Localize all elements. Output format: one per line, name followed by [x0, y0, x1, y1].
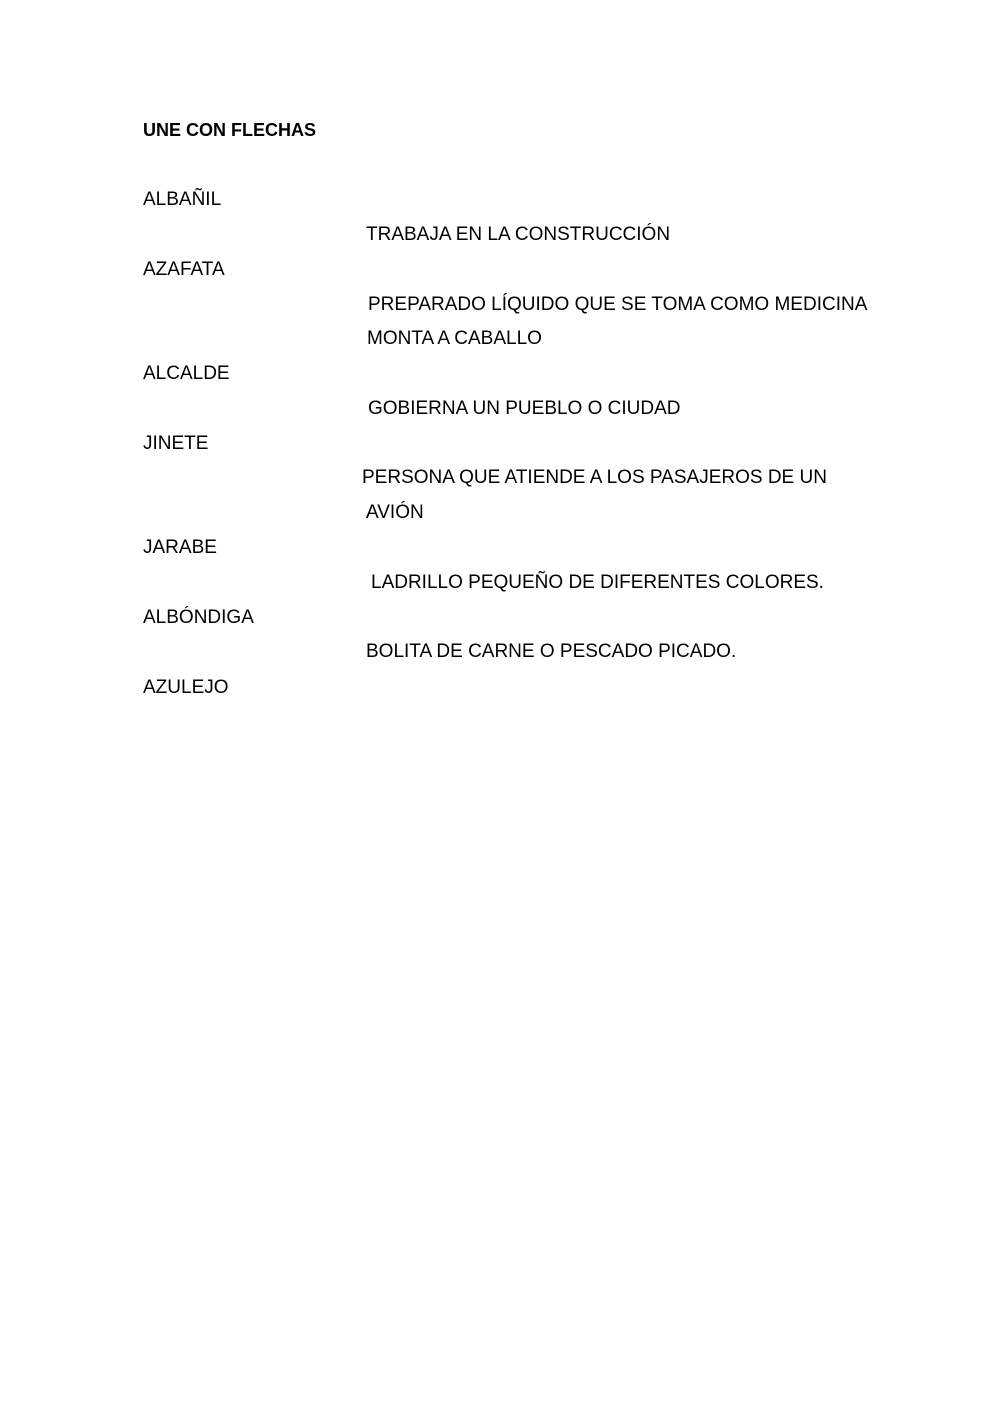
word-item: ALCALDE [143, 363, 230, 384]
definition-item: GOBIERNA UN PUEBLO O CIUDAD [368, 398, 681, 419]
word-item: JINETE [143, 433, 209, 454]
definition-item: BOLITA DE CARNE O PESCADO PICADO. [366, 641, 737, 662]
definition-item: AVIÓN [366, 502, 424, 523]
word-item: AZULEJO [143, 677, 229, 698]
page-title: UNE CON FLECHAS [143, 120, 317, 140]
definition-item: PERSONA QUE ATIENDE A LOS PASAJEROS DE UN [362, 467, 827, 488]
word-item: JARABE [143, 537, 217, 558]
word-item: ALBÓNDIGA [143, 607, 254, 628]
definition-item: PREPARADO LÍQUIDO QUE SE TOMA COMO MEDICINA [368, 294, 868, 315]
definition-item: MONTA A CABALLO [367, 328, 542, 349]
definition-item: LADRILLO PEQUEÑO DE DIFERENTES COLORES. [371, 572, 824, 593]
word-item: ALBAÑIL [143, 189, 222, 210]
word-item: AZAFATA [143, 259, 225, 280]
definition-item: TRABAJA EN LA CONSTRUCCIÓN [366, 224, 671, 245]
